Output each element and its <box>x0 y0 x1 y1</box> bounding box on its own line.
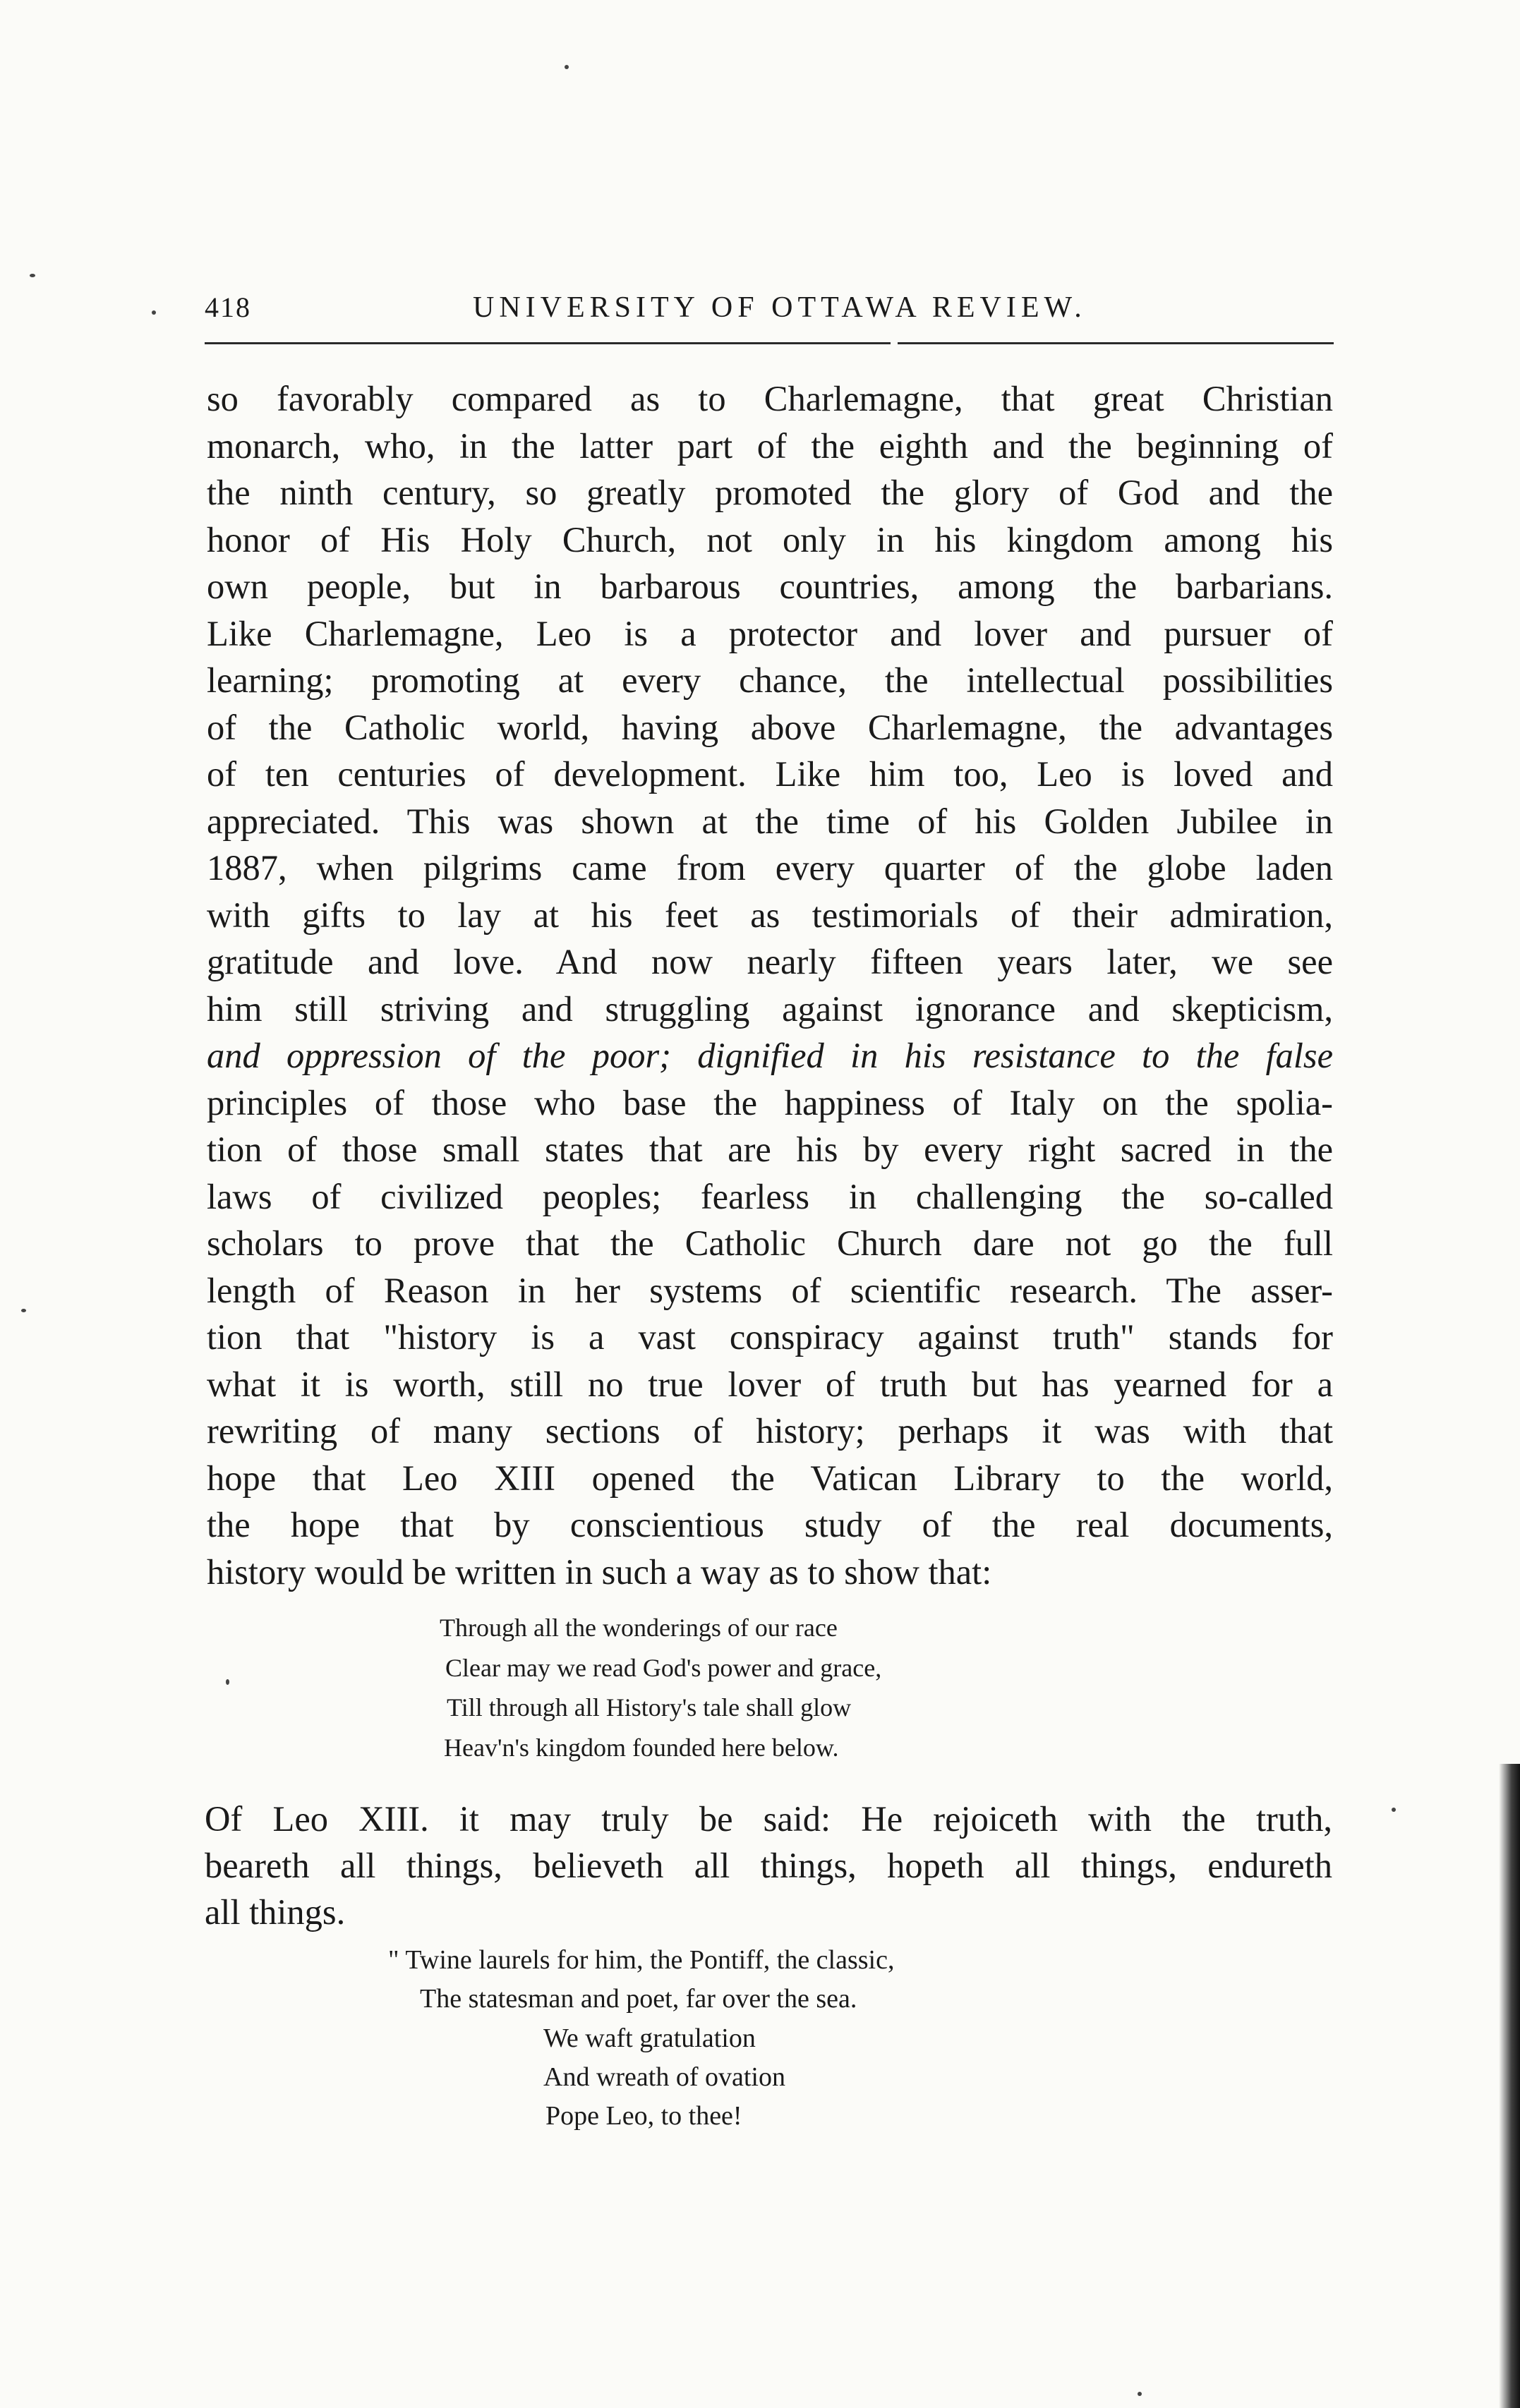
text-line-italic: and oppression of the poor; dignified in his resistance to the false <box>207 1036 1333 1075</box>
text-line: Like Charlemagne, Leo is a protector and lover and pursuer of <box>207 613 1333 653</box>
verse-line: The statesman and poet, far over the sea. <box>420 1984 857 2014</box>
scan-speck <box>30 274 35 277</box>
text-line: appreciated. This was shown at the time of his Golden Jubilee in <box>207 801 1333 841</box>
verse-quotation <box>440 1608 881 1767</box>
page-number: 418 <box>205 291 251 323</box>
verse-line: Through all the wonderings of our race <box>440 1614 838 1642</box>
header-rule-gap <box>891 337 898 347</box>
scan-speck <box>21 1309 26 1312</box>
page-header <box>205 288 1334 337</box>
text-line: monarch, who, in the latter part of the eighth and the beginning of <box>207 425 1333 466</box>
text-line: tion of those small states that are his by every right sacred in the <box>207 1130 1333 1169</box>
text-line: honor of His Holy Church, not only in his kingdom among his <box>207 519 1333 559</box>
text-line: hope that Leo XIII opened the Vatican Library to the world, <box>207 1458 1333 1498</box>
verse-line: And wreath of ovation <box>543 2062 785 2092</box>
header-rule <box>205 342 1334 344</box>
text-line: so favorably compared as to Charlemagne, that great Christian <box>207 379 1333 418</box>
text-line: 1887, when pilgrims came from every quarter of the globe laden <box>207 848 1333 888</box>
verse-line: Clear may we read God's power and grace, <box>445 1653 882 1682</box>
text-line: of the Catholic world, having above Charlemagne, the advantages <box>207 707 1333 747</box>
scan-speck <box>226 1679 229 1685</box>
page-edge-shadow <box>1499 1764 1520 2408</box>
text-line: of ten centuries of development. Like him too, Leo is loved and <box>207 754 1333 794</box>
text-line: own people, but in barbarous countries, among the barbarians. <box>207 567 1333 606</box>
text-line: principles of those who base the happiness of Italy on the spolia- <box>207 1082 1333 1123</box>
verse-line: Till through all History's tale shall glow <box>447 1693 852 1722</box>
text-line: length of Reason in her systems of scientific research. The asser- <box>207 1270 1333 1310</box>
text-line: Of Leo XIII. it may truly be said: He rejoiceth with the truth, <box>205 1799 1332 1839</box>
scan-speck <box>1392 1808 1396 1812</box>
text-line: the hope that by conscientious study of the real documents, <box>207 1505 1333 1544</box>
text-line: rewriting of many sections of history; perhaps it was with that <box>207 1411 1333 1451</box>
verse-line: " Twine laurels for him, the Pontiff, the classic, <box>388 1945 895 1975</box>
text-line: with gifts to lay at his feet as testimorials of their admiration, <box>207 895 1333 935</box>
text-line: learning; promoting at every chance, the intellectual possibilities <box>207 660 1333 700</box>
text-line: laws of civilized peoples; fearless in challenging the so-called <box>207 1176 1333 1216</box>
closing-paragraph <box>205 1796 1332 1935</box>
scan-speck <box>1138 2392 1142 2396</box>
scan-speck <box>565 65 569 69</box>
text-line: history would be written in such a way as to show that: <box>207 1551 992 1592</box>
body-paragraph <box>207 375 1333 1595</box>
scan-speck <box>152 310 156 315</box>
text-line: gratitude and love. And now nearly fifteen years later, we see <box>207 942 1333 981</box>
running-head: UNIVERSITY OF OTTAWA REVIEW. <box>473 291 1087 324</box>
verse-line: Pope Leo, to thee! <box>545 2101 742 2131</box>
verse-line: Heav'n's kingdom founded here below. <box>444 1733 839 1762</box>
text-line: scholars to prove that the Catholic Church dare not go the full <box>207 1223 1333 1263</box>
text-line: beareth all things, believeth all things, hopeth all things, endureth <box>205 1846 1332 1885</box>
text-line: all things. <box>205 1892 346 1932</box>
text-line: him still striving and struggling against ignorance and skepticism, <box>207 988 1333 1029</box>
verse-line: We waft gratulation <box>543 2023 756 2053</box>
text-line: the ninth century, so greatly promoted the glory of God and the <box>207 473 1333 512</box>
text-line: what it is worth, still no true lover of truth but has yearned for a <box>207 1364 1333 1404</box>
text-line: tion that "history is a vast conspiracy against truth" stands for <box>207 1317 1333 1357</box>
